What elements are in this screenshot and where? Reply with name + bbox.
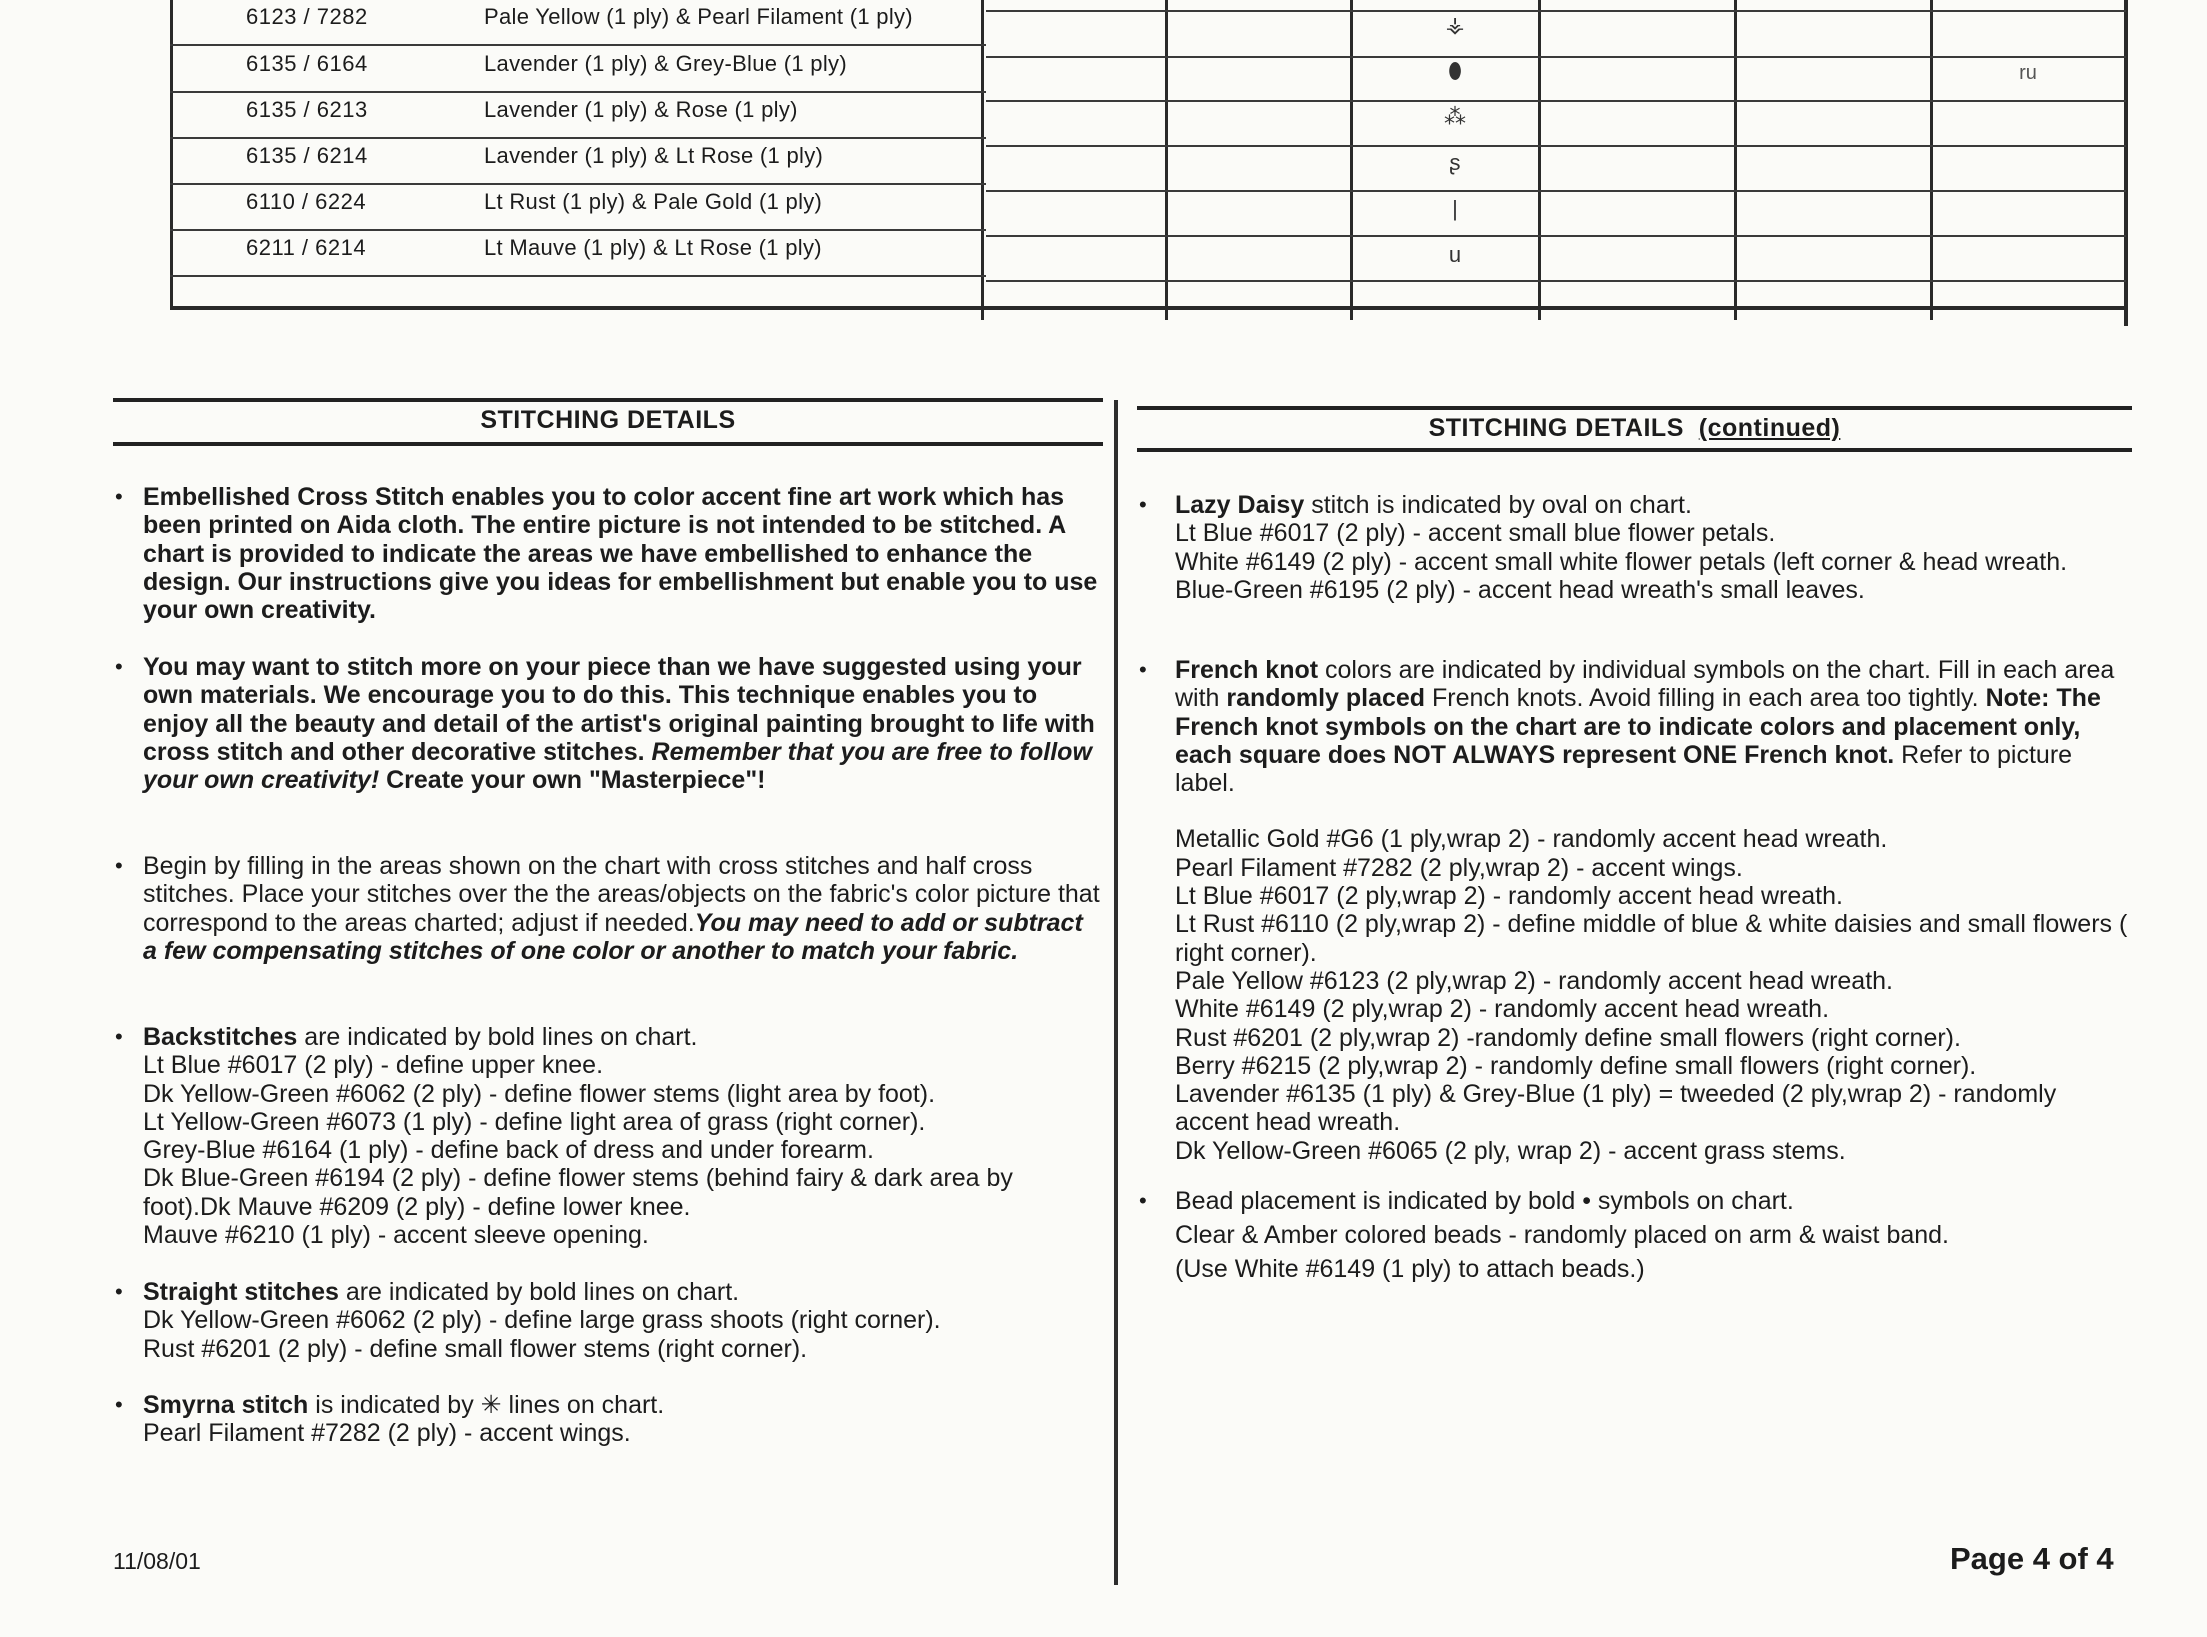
table-row	[170, 189, 1145, 235]
smyrna-section: • Smyrna stitch is indicated by ✳ lines on chart. Pearl Filament #7282 (2 ply) - accent wings.	[113, 1391, 1103, 1448]
bullet: •	[115, 1024, 123, 1049]
table-row	[170, 97, 1145, 143]
chart-symbol: ⬮	[1448, 58, 1462, 83]
lazy-daisy-title: Lazy Daisy	[1175, 491, 1305, 519]
thread-line: Pearl Filament #7282 (2 ply) - accent wings.	[143, 1419, 631, 1448]
own-materials-paragraph: • You may want to stitch more on your piece than we have suggested using your own materials. We encourage you to do this. This technique enables you to enjoy all the beauty and detail of the artist's original painting brought to life with cross stitch and other decorative stitches. Remember that you are free to follow your own creativity! Create your own "Masterpiece"!	[115, 653, 1095, 795]
chart-symbol: ⚶	[1445, 12, 1465, 37]
bullet: •	[115, 1392, 123, 1417]
table-row	[170, 235, 1145, 281]
thread-line: Dk Yellow-Green #6065 (2 ply, wrap 2) - accent grass stems.	[1175, 1136, 1846, 1165]
document-date: 11/08/01	[113, 1548, 201, 1574]
section-header	[1137, 406, 2132, 456]
thread-line: Mauve #6210 (1 ply) - accent sleeve opening.	[143, 1221, 649, 1250]
thread-description: Pale Yellow (1 ply) & Pearl Filament (1 ply)	[484, 4, 913, 29]
thread-code: 6135 / 6164	[246, 51, 368, 76]
thread-code: 6110 / 6224	[246, 189, 367, 214]
table-row	[170, 143, 1145, 189]
french-knot-section: • French knot colors are indicated by individual symbols on the chart. Fill in each area with randomly placed French knots. Avoid filling in each area too tightly. Note: The French knot symbols on the chart are to indicate colors and placement only, each square does NOT ALWAYS represent ONE French knot. Refer to picture label. Metallic Gold #G6 (1 ply,wrap 2) - randomly accent head wreath. Pearl Filament #7282 (2 ply,wrap 2) - accent wings. Lt Blue #6017 (2 ply,wrap 2) - randomly accent head wreath. Lt Rust #6110 (2 ply,wrap 2) - define middle of blue & white daisies and small flowers ( right corner). Pale Yellow #6123 (2 ply,wrap 2) - randomly accent head wreath. White #6149 (2 ply,wrap 2) - randomly accent head wreath. Rust #6201 (2 ply,wrap 2) -randomly define small flowers (right corner). Berry #6215 (2 ply,wrap 2) - randomly define small flowers (right corner). Lavender #6135 (1 ply) & Grey-Blue (1 ply) = tweeded (2 ply,wrap 2) - randomly accent head wreath. Dk Yellow-Green #6065 (2 ply, wrap 2) - accent grass stems.	[1137, 656, 2132, 1165]
thread-line: Pearl Filament #7282 (2 ply,wrap 2) - accent wings.	[1175, 853, 1743, 882]
bullet: •	[1139, 657, 1147, 682]
bullet: •	[1139, 492, 1147, 517]
thread-line: Lt Yellow-Green #6073 (1 ply) - define light area of grass (right corner).	[143, 1107, 926, 1136]
chart-symbol-extra: ru	[2019, 62, 2037, 84]
thread-line: Dk Blue-Green #6194 (2 ply) - define flower stems (behind fairy & dark area by foot).Dk Mauve #6209 (2 ply) - define lower knee.	[143, 1164, 1013, 1221]
thread-line: White #6149 (2 ply) - accent small white flower petals (left corner & head wreath.	[1175, 547, 2068, 576]
chart-symbol: ʂ	[1449, 150, 1461, 175]
thread-line: Lavender #6135 (1 ply) & Grey-Blue (1 ply) = tweeded (2 ply,wrap 2) - randomly accent head wreath.	[1175, 1080, 2057, 1137]
thread-line: Lt Blue #6017 (2 ply) - define upper knee.	[143, 1051, 604, 1080]
french-knot-title: French knot	[1175, 656, 1319, 684]
section-header	[113, 398, 1103, 448]
thread-line: Dk Yellow-Green #6062 (2 ply) - define flower stems (light area by foot).	[143, 1079, 936, 1108]
thread-line: Berry #6215 (2 ply,wrap 2) - randomly define small flowers (right corner).	[1175, 1051, 1977, 1080]
thread-line: Dk Yellow-Green #6062 (2 ply) - define large grass shoots (right corner).	[143, 1306, 941, 1335]
intro-paragraph: • Embellished Cross Stitch enables you to color accent fine art work which has been printed on Aida cloth. The entire picture is not intended to be stitched. A chart is provided to indicate the areas we have embellished to enhance the design. Our instructions give you ideas for embellishment but enable you to use your own creativity.	[115, 483, 1098, 625]
lazy-daisy-section: • Lazy Daisy stitch is indicated by oval on chart. Lt Blue #6017 (2 ply) - accent small blue flower petals. White #6149 (2 ply) - accent small white flower petals (left corner & head wreath. Blue-Green #6195 (2 ply) - accent head wreath's small leaves.	[1137, 491, 2132, 604]
thread-line: Grey-Blue #6164 (1 ply) - define back of dress and under forearm.	[143, 1136, 874, 1165]
thread-line: (Use White #6149 (1 ply) to attach beads.)	[1175, 1255, 1645, 1283]
thread-description: Lavender (1 ply) & Rose (1 ply)	[484, 97, 798, 122]
thread-description: Lavender (1 ply) & Grey-Blue (1 ply)	[484, 51, 847, 76]
chart-symbol: ⁂	[1444, 104, 1466, 129]
backstitches-section: • Backstitches are indicated by bold lines on chart. Lt Blue #6017 (2 ply) - define upper knee. Dk Yellow-Green #6062 (2 ply) - define flower stems (light area by foot). Lt Yellow-Green #6073 (1 ply) - define light area of grass (right corner). Grey-Blue #6164 (1 ply) - define back of dress and under forearm. Dk Blue-Green #6194 (2 ply) - define flower stems (behind fairy & dark area by foot).Dk Mauve #6209 (2 ply) - define lower knee. Mauve #6210 (1 ply) - accent sleeve opening.	[113, 1023, 1103, 1249]
thread-table	[170, 0, 2128, 322]
thread-line: Lt Rust #6110 (2 ply,wrap 2) - define middle of blue & white daisies and small flowers ( right corner).	[1175, 910, 2128, 967]
thread-line: White #6149 (2 ply,wrap 2) - randomly accent head wreath.	[1175, 995, 1830, 1024]
bullet: •	[1139, 1188, 1147, 1213]
thread-line: Blue-Green #6195 (2 ply) - accent head wreath's small leaves.	[1175, 575, 1865, 604]
thread-code: 6123 / 7282	[246, 4, 368, 29]
thread-line: Lt Blue #6017 (2 ply,wrap 2) - randomly accent head wreath.	[1175, 882, 1843, 911]
bead-section	[1137, 1184, 2132, 1286]
backstitches-title: Backstitches	[143, 1023, 298, 1051]
thread-code: 6135 / 6214	[246, 143, 368, 168]
smyrna-title: Smyrna stitch	[143, 1391, 309, 1419]
thread-line: Clear & Amber colored beads - randomly placed on arm & waist band.	[1175, 1221, 1949, 1249]
thread-code: 6135 / 6213	[246, 97, 368, 122]
thread-description: Lt Rust (1 ply) & Pale Gold (1 ply)	[484, 189, 823, 214]
bullet: •	[115, 1279, 123, 1304]
thread-line: Rust #6201 (2 ply,wrap 2) -randomly define small flowers (right corner).	[1175, 1023, 1961, 1052]
bead-intro: Bead placement is indicated by bold • symbols on chart.	[1175, 1187, 1794, 1215]
straight-stitches-title: Straight stitches	[143, 1278, 339, 1306]
bullet: •	[115, 484, 123, 509]
thread-description: Lavender (1 ply) & Lt Rose (1 ply)	[484, 143, 824, 168]
thread-code: 6211 / 6214	[246, 235, 367, 260]
thread-description: Lt Mauve (1 ply) & Lt Rose (1 ply)	[484, 235, 822, 260]
table-row	[170, 51, 1145, 97]
section-title: STITCHING DETAILS	[480, 406, 736, 434]
thread-line: Metallic Gold #G6 (1 ply,wrap 2) - randomly accent head wreath.	[1175, 825, 1888, 854]
begin-paragraph: • Begin by filling in the areas shown on the chart with cross stitches and half cross stitches. Place your stitches over the the areas/objects on the fabric's color picture that correspond to the areas charted; adjust if needed.You may need to add or subtract a few compensating stitches of one color or another to match your fabric.	[115, 852, 1100, 965]
column-divider	[1114, 400, 1118, 1585]
straight-stitches-section: • Straight stitches are indicated by bold lines on chart. Dk Yellow-Green #6062 (2 ply) - define large grass shoots (right corner). Rust #6201 (2 ply) - define small flower stems (right corner).	[113, 1278, 1103, 1363]
page-number: Page 4 of 4	[1950, 1541, 2114, 1576]
table-row	[170, 4, 1145, 50]
thread-line: Lt Blue #6017 (2 ply) - accent small blue flower petals.	[1175, 519, 1776, 548]
thread-line: Rust #6201 (2 ply) - define small flower stems (right corner).	[143, 1334, 808, 1363]
section-title: STITCHING DETAILS (continued)	[1428, 414, 1841, 442]
chart-symbol: u	[1448, 242, 1462, 267]
chart-symbol: |	[1452, 196, 1458, 221]
bullet: •	[115, 853, 123, 878]
thread-line: Pale Yellow #6123 (2 ply,wrap 2) - randomly accent head wreath.	[1175, 966, 1894, 995]
bullet: •	[115, 654, 123, 679]
